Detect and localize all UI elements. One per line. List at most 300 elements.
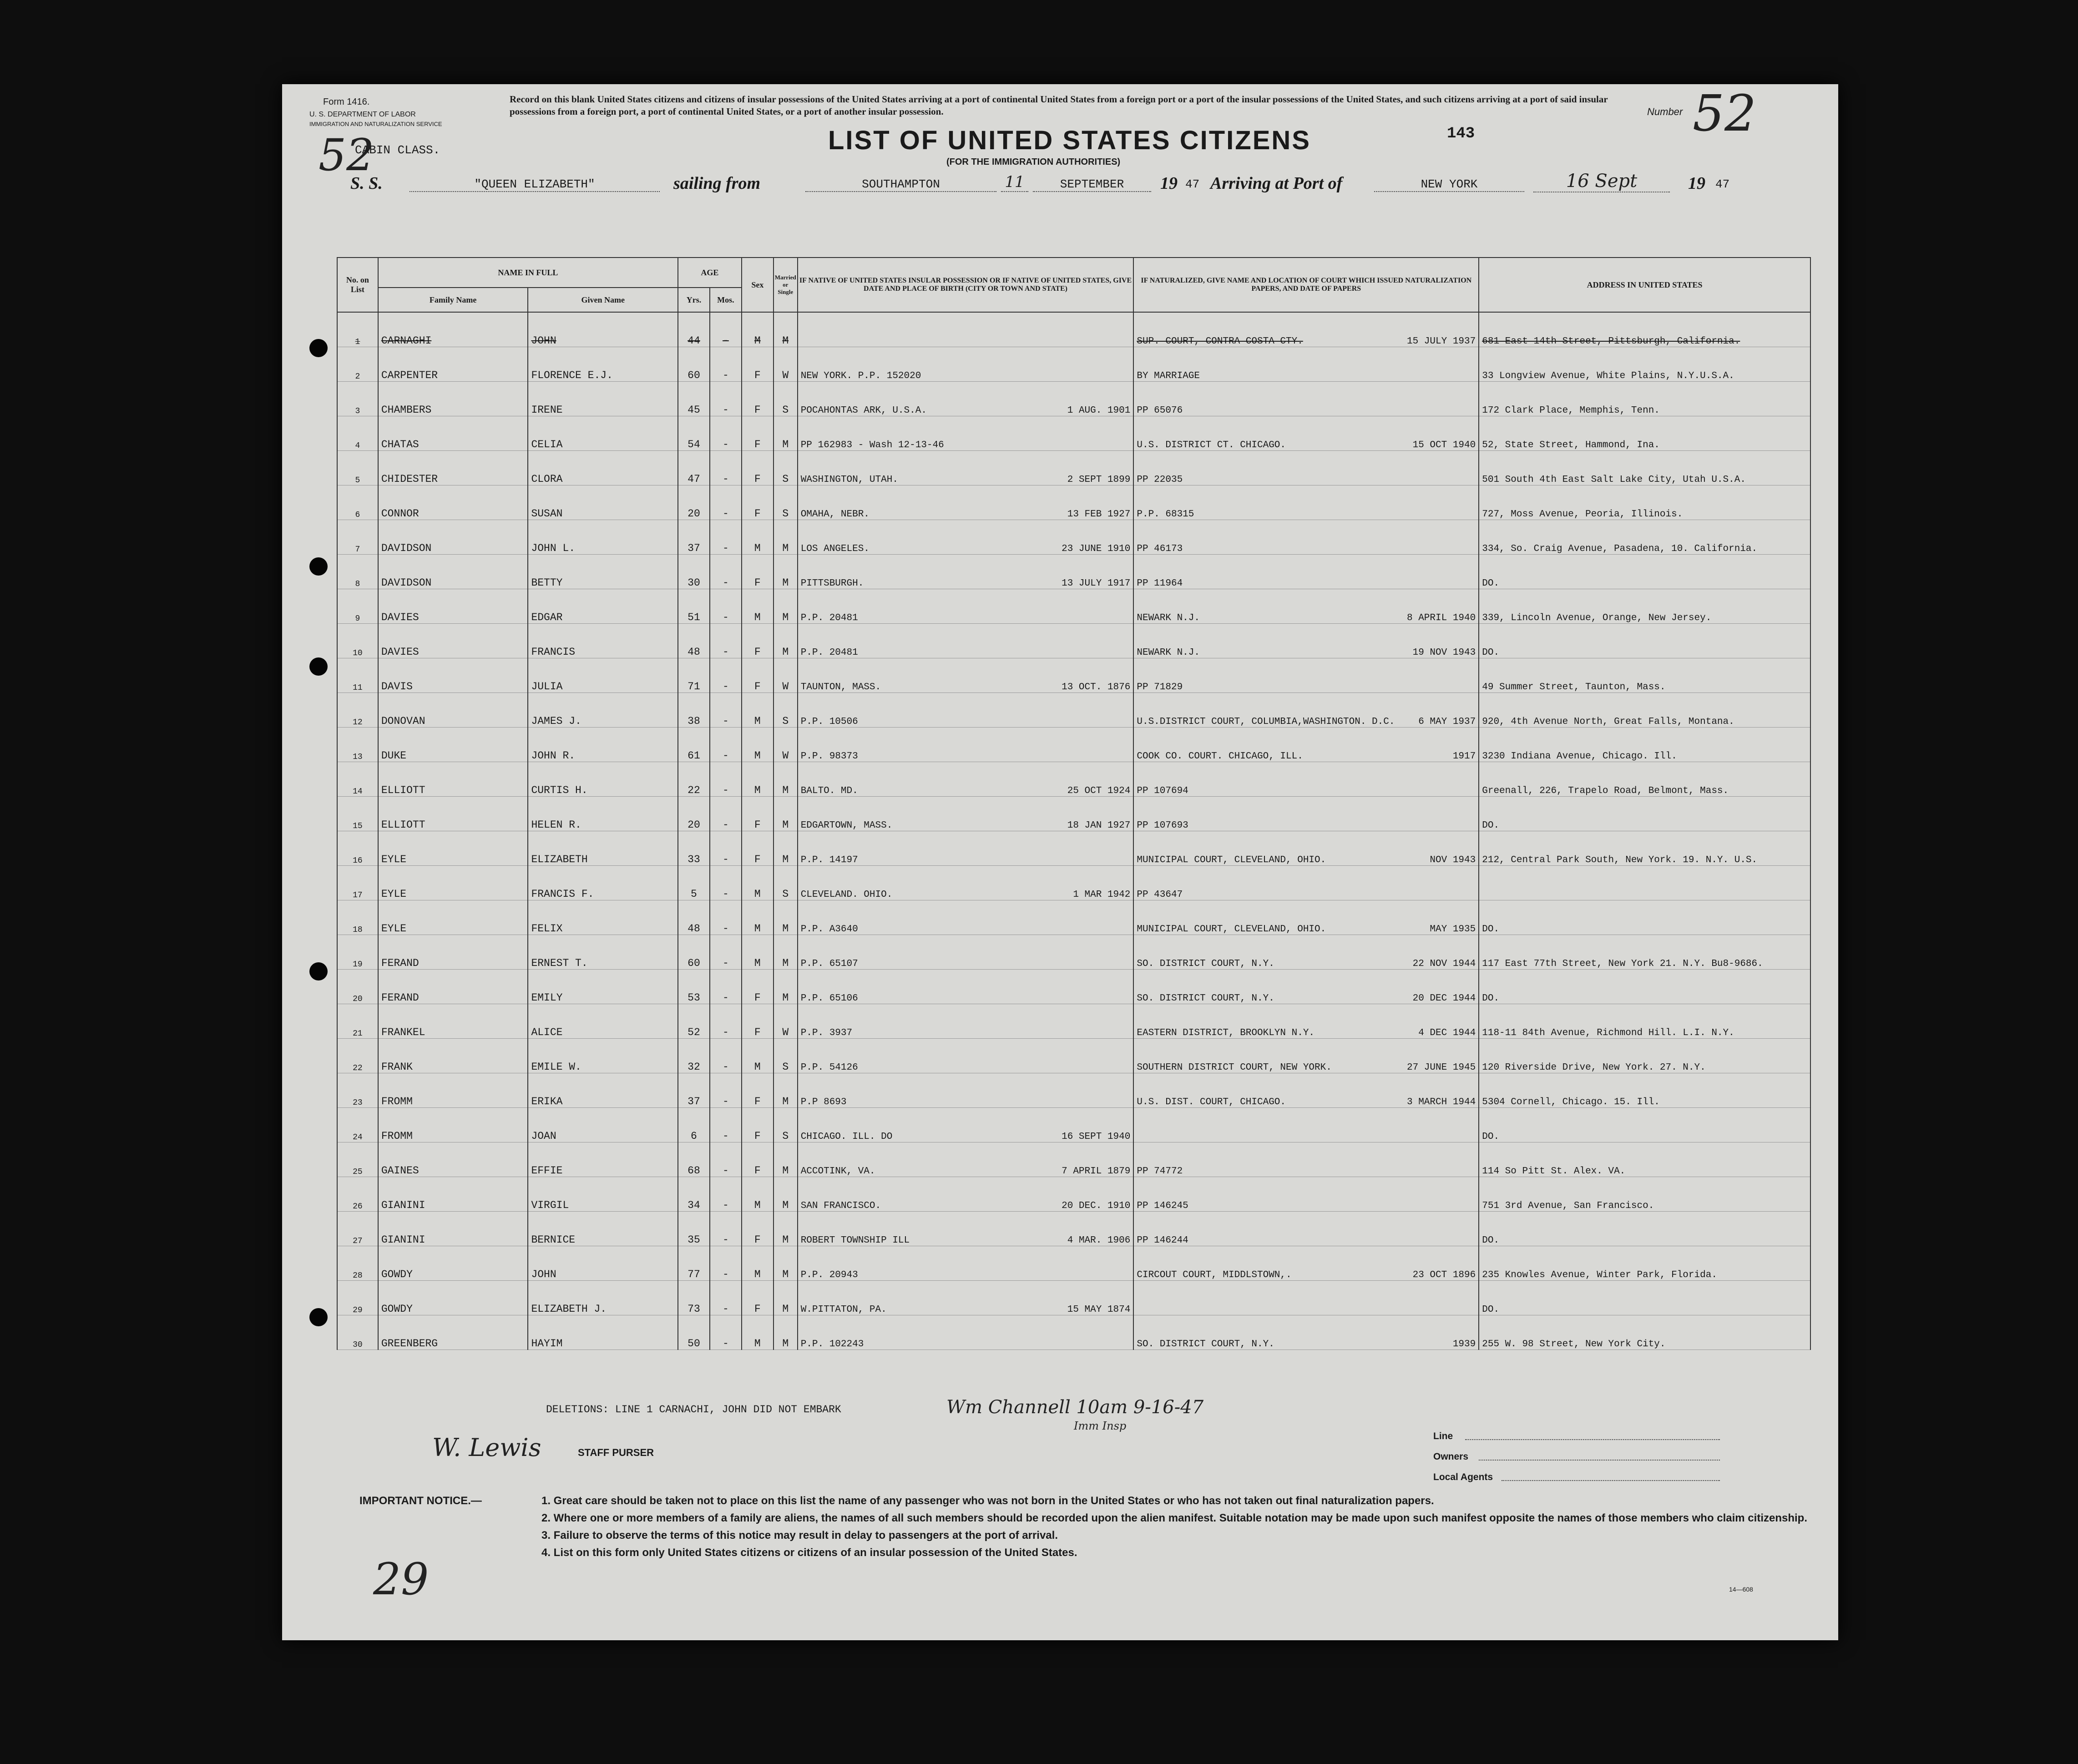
cell-mos: - <box>710 451 742 485</box>
table-row <box>337 485 1810 520</box>
birth-place: P.P. 10506 <box>800 717 858 727</box>
cell-birth <box>798 728 1134 762</box>
cell-given: BERNICE <box>528 1212 678 1246</box>
cell-family: DAVIES <box>378 624 528 658</box>
cell-yrs: 71 <box>678 658 710 693</box>
cell-ms: S <box>774 485 798 520</box>
sail-day: 11 <box>1001 173 1028 192</box>
cell-birth <box>798 485 1134 520</box>
cell-nat <box>1133 970 1479 1004</box>
cell-family: FROMM <box>378 1073 528 1108</box>
birth-date: 13 JULY 1917 <box>1062 578 1131 589</box>
cell-no: 30 <box>337 1315 378 1350</box>
birth-date: 23 JUNE 1910 <box>1062 544 1131 554</box>
cell-mos: - <box>710 797 742 831</box>
cell-mos: - <box>710 1004 742 1039</box>
cell-given: EMILY <box>528 970 678 1004</box>
cell-mos: - <box>710 555 742 589</box>
cell-addr: 118-11 84th Avenue, Richmond Hill. L.I. N.Y. <box>1479 1004 1810 1039</box>
cell-mos: - <box>710 382 742 416</box>
naturalization-date: 15 OCT 1940 <box>1412 440 1476 450</box>
cell-family: EYLE <box>378 866 528 900</box>
cell-nat <box>1133 866 1479 900</box>
cell-nat <box>1133 1108 1479 1142</box>
cell-family: DAVIES <box>378 589 528 624</box>
cell-nat <box>1133 1212 1479 1246</box>
col-address: ADDRESS IN UNITED STATES <box>1479 258 1810 312</box>
cell-ms: W <box>774 347 798 382</box>
cell-ms: S <box>774 1108 798 1142</box>
cell-birth <box>798 589 1134 624</box>
cell-given: ERIKA <box>528 1073 678 1108</box>
notice-item-2: 2. Where one or more members of a family are aliens, the names of all such members should be recorded upon the alien manifest. Suitable notation may be made upon such manifest opposite the names of those members who claim citizenship. <box>541 1512 1807 1524</box>
birth-date: 2 SEPT 1899 <box>1067 475 1131 485</box>
naturalization-court: SOUTHERN DISTRICT COURT, NEW YORK. <box>1137 1062 1332 1073</box>
table-row <box>337 1177 1810 1212</box>
cell-ms: M <box>774 1073 798 1108</box>
cell-birth <box>798 1246 1134 1281</box>
cell-no: 29 <box>337 1281 378 1315</box>
cell-addr: 52, State Street, Hammond, Ina. <box>1479 416 1810 451</box>
cell-yrs: 77 <box>678 1246 710 1281</box>
cell-addr: 501 South 4th East Salt Lake City, Utah U.S.A. <box>1479 451 1810 485</box>
cell-sex: F <box>742 347 774 382</box>
col-married: Married or Single <box>774 258 798 312</box>
birth-date: 13 FEB 1927 <box>1067 509 1131 520</box>
naturalization-date: 19 NOV 1943 <box>1412 647 1476 658</box>
cell-mos: - <box>710 520 742 555</box>
cell-yrs: 60 <box>678 935 710 970</box>
cell-family: ELLIOTT <box>378 797 528 831</box>
birth-place: P.P. 14197 <box>800 855 858 865</box>
birth-date: 18 JAN 1927 <box>1067 820 1131 831</box>
cell-mos: - <box>710 1246 742 1281</box>
cell-family: DAVIS <box>378 658 528 693</box>
birth-place: POCAHONTAS ARK, U.S.A. <box>800 405 927 416</box>
cell-ms: M <box>774 900 798 935</box>
cell-yrs: 5 <box>678 866 710 900</box>
birth-place: BALTO. MD. <box>800 786 858 796</box>
cell-given: JOHN <box>528 1246 678 1281</box>
cell-nat <box>1133 451 1479 485</box>
cell-no: 22 <box>337 1039 378 1073</box>
table-row <box>337 382 1810 416</box>
cell-no: 12 <box>337 693 378 728</box>
cell-sex: F <box>742 1108 774 1142</box>
cell-yrs: 48 <box>678 900 710 935</box>
cell-ms: M <box>774 589 798 624</box>
notice-item-4: 4. List on this form only United States citizens or citizens of an insular possession of the United States. <box>541 1547 1077 1559</box>
cell-addr: 727, Moss Avenue, Peoria, Illinois. <box>1479 485 1810 520</box>
cell-mos: - <box>710 866 742 900</box>
cell-family: FERAND <box>378 970 528 1004</box>
table-row <box>337 1142 1810 1177</box>
cell-birth <box>798 451 1134 485</box>
naturalization-court: PP 146244 <box>1137 1235 1188 1246</box>
cell-addr: 5304 Cornell, Chicago. 15. Ill. <box>1479 1073 1810 1108</box>
cell-given: BETTY <box>528 555 678 589</box>
cell-addr: 114 So Pitt St. Alex. VA. <box>1479 1142 1810 1177</box>
cell-family: GREENBERG <box>378 1315 528 1350</box>
table-row <box>337 1246 1810 1281</box>
cell-no: 21 <box>337 1004 378 1039</box>
cell-nat <box>1133 797 1479 831</box>
cell-sex: M <box>742 312 774 347</box>
header-instructions: Record on this blank United States citizens and citizens of insular possessions of the United States arriving at a port of continental United States from a foreign port or a port of the insular possessions of the United States, and such citizens arriving at a port of said insular possessions from a foreign port, a port of continental United States, or a port of another insular possession. <box>510 94 1608 117</box>
cell-ms: M <box>774 555 798 589</box>
cell-no: 3 <box>337 382 378 416</box>
birth-place: P.P. 65107 <box>800 959 858 969</box>
table-row <box>337 900 1810 935</box>
cell-yrs: 60 <box>678 347 710 382</box>
birth-date: 4 MAR. 1906 <box>1067 1235 1131 1246</box>
col-given-name: Given Name <box>528 288 678 312</box>
cell-no: 14 <box>337 762 378 797</box>
cell-given: SUSAN <box>528 485 678 520</box>
naturalization-date: 1939 <box>1452 1339 1476 1350</box>
cell-sex: M <box>742 693 774 728</box>
birth-place: P.P. 98373 <box>800 751 858 762</box>
birth-place: NEW YORK. P.P. 152020 <box>800 371 921 381</box>
cell-given: FELIX <box>528 900 678 935</box>
cell-birth <box>798 555 1134 589</box>
cell-no: 15 <box>337 797 378 831</box>
cell-sex: F <box>742 416 774 451</box>
cell-ms: M <box>774 1142 798 1177</box>
cell-nat <box>1133 1177 1479 1212</box>
stamp-number: 143 <box>1447 125 1475 142</box>
sail-year: 47 <box>1185 177 1200 191</box>
cell-no: 19 <box>337 935 378 970</box>
cell-addr: DO. <box>1479 970 1810 1004</box>
cell-sex: M <box>742 900 774 935</box>
table-row <box>337 1281 1810 1315</box>
cell-family: CHATAS <box>378 416 528 451</box>
birth-date: 1 AUG. 1901 <box>1067 405 1131 416</box>
cell-sex: F <box>742 485 774 520</box>
naturalization-date: 8 APRIL 1940 <box>1407 613 1476 623</box>
cell-mos: - <box>710 1142 742 1177</box>
cell-sex: F <box>742 1142 774 1177</box>
cell-yrs: 68 <box>678 1142 710 1177</box>
cell-birth <box>798 624 1134 658</box>
cell-sex: M <box>742 728 774 762</box>
cell-no: 4 <box>337 416 378 451</box>
line-field <box>1465 1439 1720 1440</box>
cell-no: 7 <box>337 520 378 555</box>
cell-birth <box>798 762 1134 797</box>
cell-yrs: 37 <box>678 520 710 555</box>
cell-ms: M <box>774 762 798 797</box>
cell-sex: F <box>742 1212 774 1246</box>
table-row <box>337 451 1810 485</box>
cell-addr: 3230 Indiana Avenue, Chicago. Ill. <box>1479 728 1810 762</box>
cell-sex: F <box>742 1004 774 1039</box>
punch-hole <box>309 557 328 576</box>
cell-given: CLORA <box>528 451 678 485</box>
cell-family: ELLIOTT <box>378 762 528 797</box>
birth-place: P.P. 3937 <box>800 1028 853 1038</box>
cell-sex: F <box>742 658 774 693</box>
cell-family: DUKE <box>378 728 528 762</box>
cell-addr: 212, Central Park South, New York. 19. N.Y. U.S. <box>1479 831 1810 866</box>
birth-place: PITTSBURGH. <box>800 578 864 589</box>
arrive-port: NEW YORK <box>1374 177 1524 192</box>
naturalization-date: 4 DEC 1944 <box>1418 1028 1476 1038</box>
cell-yrs: 54 <box>678 416 710 451</box>
cell-given: JAMES J. <box>528 693 678 728</box>
cell-nat <box>1133 900 1479 935</box>
cell-yrs: 45 <box>678 382 710 416</box>
cell-birth <box>798 1281 1134 1315</box>
cell-sex: M <box>742 1039 774 1073</box>
cell-no: 11 <box>337 658 378 693</box>
cell-ms: M <box>774 797 798 831</box>
naturalization-date: 23 OCT 1896 <box>1412 1270 1476 1280</box>
cell-no: 17 <box>337 866 378 900</box>
col-birth: IF NATIVE OF UNITED STATES INSULAR POSSESSION OR IF NATIVE OF UNITED STATES, GIVE DATE AND PLACE OF BIRTH (CITY OR TOWN AND STATE) <box>798 258 1134 312</box>
birth-place: PP 162983 - Wash 12-13-46 <box>800 440 944 450</box>
cell-yrs: 61 <box>678 728 710 762</box>
cell-nat <box>1133 935 1479 970</box>
cell-nat <box>1133 1315 1479 1350</box>
cell-nat <box>1133 831 1479 866</box>
ss-label: S. S. <box>350 174 383 193</box>
cell-ms: M <box>774 312 798 347</box>
cell-mos: - <box>710 485 742 520</box>
col-name-in-full: NAME IN FULL <box>378 258 678 288</box>
naturalization-court: PP 65076 <box>1137 405 1183 416</box>
cell-addr: DO. <box>1479 797 1810 831</box>
cell-ms: M <box>774 970 798 1004</box>
cell-birth <box>798 797 1134 831</box>
cell-mos: - <box>710 1315 742 1350</box>
col-sex: Sex <box>742 258 774 312</box>
naturalization-court: EASTERN DISTRICT, BROOKLYN N.Y. <box>1137 1028 1315 1038</box>
purser-label: STAFF PURSER <box>578 1447 654 1458</box>
cell-mos: - <box>710 900 742 935</box>
cell-nat <box>1133 520 1479 555</box>
birth-place: OMAHA, NEBR. <box>800 509 870 520</box>
cell-addr: 334, So. Craig Avenue, Pasadena, 10. California. <box>1479 520 1810 555</box>
manifest-sheet <box>282 84 1838 1640</box>
naturalization-court: NEWARK N.J. <box>1137 613 1200 623</box>
naturalization-court: MUNICIPAL COURT, CLEVELAND, OHIO. <box>1137 924 1326 935</box>
birth-place: P.P. A3640 <box>800 924 858 935</box>
cell-no: 28 <box>337 1246 378 1281</box>
cell-mos: - <box>710 589 742 624</box>
cell-yrs: 37 <box>678 1073 710 1108</box>
cell-given: ERNEST T. <box>528 935 678 970</box>
cell-addr: 49 Summer Street, Taunton, Mass. <box>1479 658 1810 693</box>
cell-nat <box>1133 624 1479 658</box>
cell-ms: M <box>774 1281 798 1315</box>
birth-place: W.PITTATON, PA. <box>800 1304 887 1315</box>
cell-birth <box>798 831 1134 866</box>
cell-given: HELEN R. <box>528 797 678 831</box>
cell-addr: 120 Riverside Drive, New York. 27. N.Y. <box>1479 1039 1810 1073</box>
cell-sex: F <box>742 451 774 485</box>
cell-nat <box>1133 762 1479 797</box>
cell-no: 2 <box>337 347 378 382</box>
col-naturalized: IF NATURALIZED, GIVE NAME AND LOCATION OF COURT WHICH ISSUED NATURALIZATION PAPERS, AND DATE OF PAPERS <box>1133 258 1479 312</box>
punch-hole <box>309 962 328 981</box>
naturalization-court: CIRCOUT COURT, MIDDLSTOWN,. <box>1137 1270 1292 1280</box>
col-yrs: Yrs. <box>678 288 710 312</box>
cell-family: FRANKEL <box>378 1004 528 1039</box>
birth-date: 7 APRIL 1879 <box>1062 1166 1131 1177</box>
cell-family: FRANK <box>378 1039 528 1073</box>
cell-no: 5 <box>337 451 378 485</box>
birth-place: CLEVELAND. OHIO. <box>800 890 893 900</box>
naturalization-court: PP 46173 <box>1137 544 1183 554</box>
birth-date: 25 OCT 1924 <box>1067 786 1131 796</box>
naturalization-date: 20 DEC 1944 <box>1412 993 1476 1004</box>
cell-family: CHAMBERS <box>378 382 528 416</box>
cell-addr: 681 East 14th Street, Pittsburgh, California. <box>1479 312 1810 347</box>
cell-addr: 172 Clark Place, Memphis, Tenn. <box>1479 382 1810 416</box>
deletions-note: DELETIONS: LINE 1 CARNACHI, JOHN DID NOT EMBARK <box>546 1404 841 1415</box>
cell-no: 25 <box>337 1142 378 1177</box>
birth-place: P.P. 102243 <box>800 1339 864 1350</box>
cell-sex: F <box>742 1073 774 1108</box>
table-row <box>337 970 1810 1004</box>
cell-birth <box>798 935 1134 970</box>
naturalization-court: MUNICIPAL COURT, CLEVELAND, OHIO. <box>1137 855 1326 865</box>
form-code: 14—608 <box>1729 1586 1753 1593</box>
cell-family: GIANINI <box>378 1177 528 1212</box>
birth-date: 20 DEC. 1910 <box>1062 1201 1131 1211</box>
cell-mos: - <box>710 970 742 1004</box>
naturalization-court: PP 74772 <box>1137 1166 1183 1177</box>
bottom-mark: 29 <box>373 1554 429 1605</box>
cell-addr: DO. <box>1479 624 1810 658</box>
cell-birth <box>798 1108 1134 1142</box>
cell-sex: M <box>742 1177 774 1212</box>
cell-given: ALICE <box>528 1004 678 1039</box>
naturalization-court: P.P. 68315 <box>1137 509 1194 520</box>
cell-sex: F <box>742 555 774 589</box>
cell-birth <box>798 866 1134 900</box>
naturalization-court: SO. DISTRICT COURT, N.Y. <box>1137 993 1274 1004</box>
table-row <box>337 1315 1810 1350</box>
cell-mos: - <box>710 347 742 382</box>
cell-birth <box>798 1177 1134 1212</box>
cell-family: CARPENTER <box>378 347 528 382</box>
birth-place: SAN FRANCISCO. <box>800 1201 881 1211</box>
cell-family: CARNAGHI <box>378 312 528 347</box>
page-subtitle: (FOR THE IMMIGRATION AUTHORITIES) <box>946 157 1121 167</box>
table-row <box>337 831 1810 866</box>
cell-sex: M <box>742 866 774 900</box>
cell-mos: - <box>710 728 742 762</box>
cell-birth <box>798 900 1134 935</box>
cell-sex: M <box>742 520 774 555</box>
cell-nat <box>1133 728 1479 762</box>
cell-mos: - <box>710 831 742 866</box>
cell-birth <box>798 1039 1134 1073</box>
cell-nat <box>1133 1246 1479 1281</box>
cell-nat <box>1133 1004 1479 1039</box>
cell-no: 20 <box>337 970 378 1004</box>
cell-addr <box>1479 866 1810 900</box>
cell-ms: W <box>774 658 798 693</box>
cell-nat <box>1133 589 1479 624</box>
cell-family: GOWDY <box>378 1246 528 1281</box>
cell-mos: - <box>710 935 742 970</box>
cell-mos: - <box>710 1212 742 1246</box>
birth-place: P.P 8693 <box>800 1097 847 1107</box>
cell-addr: 235 Knowles Avenue, Winter Park, Florida. <box>1479 1246 1810 1281</box>
cell-addr: DO. <box>1479 1281 1810 1315</box>
cell-birth <box>798 1073 1134 1108</box>
notice-item-3: 3. Failure to observe the terms of this notice may result in delay to passengers at the port of arrival. <box>541 1529 1058 1542</box>
birth-place: WASHINGTON, UTAH. <box>800 475 898 485</box>
cell-sex: F <box>742 1281 774 1315</box>
cell-given: VIRGIL <box>528 1177 678 1212</box>
table-row <box>337 312 1810 347</box>
birth-date: 16 SEPT 1940 <box>1062 1132 1131 1142</box>
cell-birth <box>798 1142 1134 1177</box>
arrive-year-prefix: 19 <box>1688 174 1705 193</box>
cell-birth <box>798 1212 1134 1246</box>
cell-birth <box>798 416 1134 451</box>
cell-given: EFFIE <box>528 1142 678 1177</box>
cell-given: EMILE W. <box>528 1039 678 1073</box>
cell-ms: W <box>774 728 798 762</box>
cell-family: EYLE <box>378 900 528 935</box>
col-age: AGE <box>678 258 742 288</box>
cell-yrs: 73 <box>678 1281 710 1315</box>
table-row <box>337 520 1810 555</box>
naturalization-date: 3 MARCH 1944 <box>1407 1097 1476 1107</box>
cell-ms: M <box>774 831 798 866</box>
cell-no: 8 <box>337 555 378 589</box>
col-mos: Mos. <box>710 288 742 312</box>
cell-birth <box>798 382 1134 416</box>
cell-birth <box>798 1315 1134 1350</box>
punch-hole <box>309 1308 328 1326</box>
cell-addr: 33 Longview Avenue, White Plains, N.Y.U.S.A. <box>1479 347 1810 382</box>
cell-nat <box>1133 312 1479 347</box>
cell-ms: M <box>774 520 798 555</box>
birth-date: 15 MAY 1874 <box>1067 1304 1131 1315</box>
cell-birth <box>798 970 1134 1004</box>
cell-mos: - <box>710 693 742 728</box>
col-family-name: Family Name <box>378 288 528 312</box>
cell-given: FLORENCE E.J. <box>528 347 678 382</box>
cell-family: DONOVAN <box>378 693 528 728</box>
table-row <box>337 1212 1810 1246</box>
table-row <box>337 416 1810 451</box>
naturalization-date: 22 NOV 1944 <box>1412 959 1476 969</box>
from-port: SOUTHAMPTON <box>805 177 996 192</box>
cell-no: 9 <box>337 589 378 624</box>
cell-ms: M <box>774 1315 798 1350</box>
cell-ms: S <box>774 693 798 728</box>
cell-no: 27 <box>337 1212 378 1246</box>
cell-mos: - <box>710 624 742 658</box>
cell-given: JOHN <box>528 312 678 347</box>
naturalization-court: PP 71829 <box>1137 682 1183 692</box>
cell-given: CELIA <box>528 416 678 451</box>
cell-yrs: 33 <box>678 831 710 866</box>
table-row <box>337 693 1810 728</box>
purser-signature: W. Lewis <box>432 1433 541 1462</box>
notice-item-1: 1. Great care should be taken not to place on this list the name of any passenger who was not born in the United States or who has not taken out final naturalization papers. <box>541 1495 1434 1507</box>
cell-nat <box>1133 1039 1479 1073</box>
cell-yrs: 48 <box>678 624 710 658</box>
